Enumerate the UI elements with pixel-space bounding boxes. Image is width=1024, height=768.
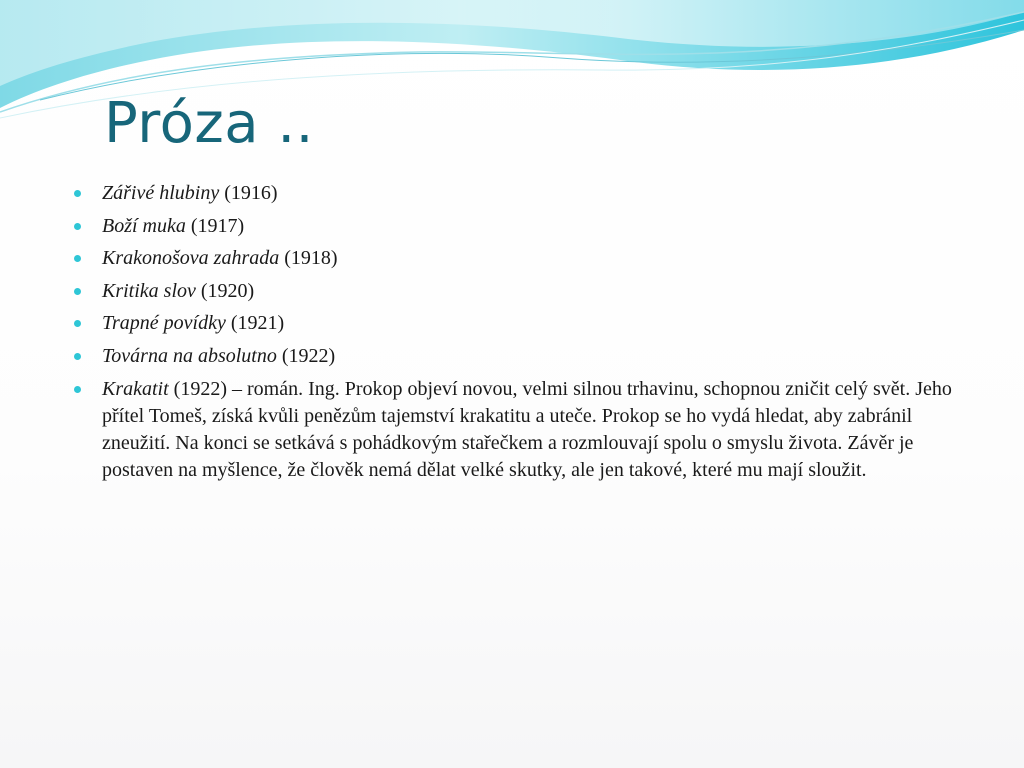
work-details: (1918) (279, 247, 338, 270)
list-item (72, 180, 952, 207)
work-details: (1920) (195, 279, 255, 302)
bullet-icon (74, 223, 81, 230)
work-title: Zářivé hlubiny (102, 182, 220, 204)
work-title: Krakatit (102, 377, 169, 400)
bullet-icon (74, 386, 81, 393)
slide-title: Próza .. (104, 91, 314, 156)
bullet-icon (74, 353, 81, 360)
work-title: Trapné povídky (102, 312, 226, 335)
bullet-icon (74, 288, 81, 295)
work-details: (1921) (225, 312, 285, 335)
list-item (72, 213, 952, 240)
list-item (72, 278, 952, 305)
bullet-icon (74, 190, 81, 197)
list-item (72, 343, 952, 370)
list-item (72, 310, 952, 337)
work-title: Kritika slov (102, 279, 196, 302)
work-title: Krakonošova zahrada (102, 247, 280, 270)
bullet-icon (74, 255, 81, 262)
bullet-list (72, 180, 952, 489)
work-details: (1917) (185, 214, 245, 237)
work-details: (1922) (276, 344, 336, 367)
work-title: Továrna na absolutno (102, 344, 277, 367)
work-details: (1922) – román. Ing. Prokop objeví novou, velmi silnou trhavinu, schopnou zničit celý svět. Jeho přítel Tomeš, získá kvůli penězům tajemství krakatitu a uteče. Prokop se ho vydá hledat, aby zabránil zneužití. Na konci se setkává s pohádkovým stařečkem a rozmlouvají spolu o smyslu života. Závěr je postaven na myšlence, že člověk nemá dělat velké skutky, ale jen takové, které mu mají sloužit. (102, 377, 952, 481)
list-item (72, 376, 952, 484)
work-title: Boží muka (102, 214, 186, 237)
work-details: (1916) (219, 182, 278, 204)
bullet-icon (74, 320, 81, 327)
list-item (72, 245, 952, 272)
